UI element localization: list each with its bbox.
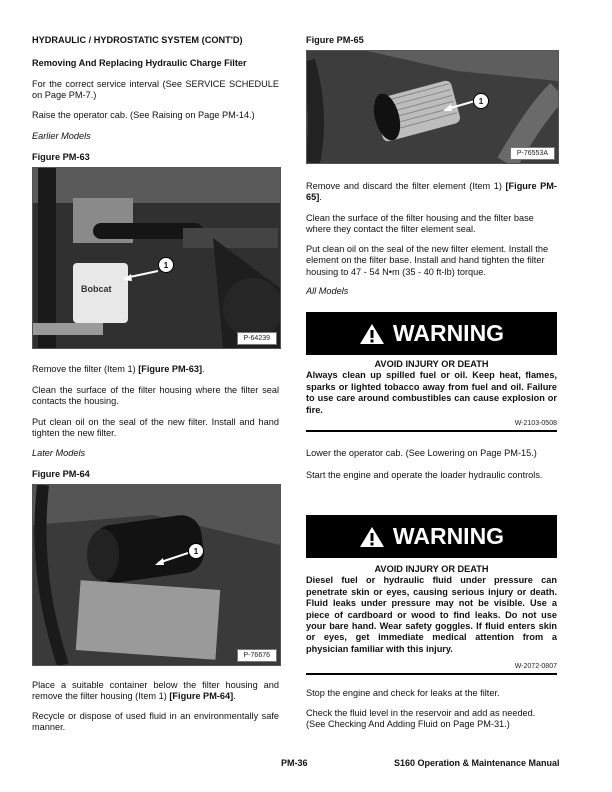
engine-photo-illustration (33, 168, 280, 348)
figure-pm-63-photo (32, 167, 281, 349)
service-interval-text: For the correct service interval (See SERVICE SCHEDULE on Page PM-7.) (32, 79, 279, 101)
remove-filter-text (32, 364, 292, 375)
warning-triangle-icon (359, 526, 385, 548)
container-text-body: Place a suitable container below the filter housing and remove the filter housing (Item 1) (32, 680, 279, 702)
figure-ref-pm-65: [Figure PM-65] (306, 181, 557, 203)
item-1-callout: 1 (158, 257, 174, 273)
warning-heading: AVOID INJURY OR DEATH (374, 564, 489, 574)
divider (306, 673, 557, 675)
figure-pm-64-title: Figure PM-64 (32, 469, 90, 479)
lower-cab-text: Lower the operator cab. (See Lowering on Page PM-15.) (306, 448, 537, 458)
manual-title: S160 Operation & Maintenance Manual (394, 758, 560, 768)
warning-message (306, 564, 557, 655)
period: . (233, 691, 236, 702)
remove-filter-text-body: Remove the filter (Item 1) (32, 364, 139, 374)
warning-label: WARNING (392, 319, 505, 346)
page-number: PM-36 (281, 758, 308, 768)
warning-triangle-icon (359, 323, 385, 345)
period: . (319, 192, 322, 203)
section-header: HYDRAULIC / HYDROSTATIC SYSTEM (CONT'D) (32, 35, 243, 45)
warning-message (306, 359, 557, 416)
clean-housing-text: Clean the surface of the filter housing where the filter seal contacts the housing. (32, 385, 279, 407)
figure-pm-65-photo (306, 50, 559, 164)
photo-code: P-76553A (510, 147, 555, 160)
all-models-label: All Models (306, 286, 349, 296)
figure-pm-65-title: Figure PM-65 (306, 35, 364, 45)
warning-heading: AVOID INJURY OR DEATH (374, 359, 489, 369)
warning-body: Always clean up spilled fuel or oil. Keep heat, flames, sparks or lighted tobacco away from fuel and oil. Failure to use care around combustibles can cause explosion or fire. (306, 370, 557, 415)
item-1-callout: 1 (473, 93, 489, 109)
figure-ref-pm-64: [Figure PM-64] (169, 691, 234, 702)
container-text (32, 680, 279, 703)
figure-pm-64-photo (32, 484, 281, 666)
photo-code: P-64239 (237, 332, 277, 345)
photo-code: P-76676 (237, 649, 277, 662)
item-1-callout: 1 (188, 543, 204, 559)
install-element-text: Put clean oil on the seal of the new filter element. Install the element on the filter base. Install and hand tighten the filter housing to 47 - 54 N•m (35 - 40 ft-lb) torque. (306, 244, 549, 277)
warning-label: WARNING (392, 522, 505, 549)
check-fluid-text: Check the fluid level in the reservoir and add as needed. (See Checking And Adding Fluid on Page PM-31.) (306, 708, 536, 730)
clean-base-text: Clean the surface of the filter housing and the filter base where they contact the filter element seal. (306, 213, 534, 235)
oil-seal-text: Put clean oil on the seal of the new filter. Install and hand tighten the new filter. (32, 417, 279, 439)
recycle-text: Recycle or dispose of used fluid in an environmentally safe manner. (32, 711, 279, 733)
raise-cab-text: Raise the operator cab. (See Raising on Page PM-14.) (32, 110, 255, 120)
subsection-title: Removing And Replacing Hydraulic Charge Filter (32, 58, 247, 68)
check-leaks-text: Stop the engine and check for leaks at the filter. (306, 688, 500, 698)
filter-housing-photo-illustration (33, 485, 280, 665)
discard-element-text-body: Remove and discard the filter element (Item 1) (306, 181, 506, 191)
svg-text:Bobcat: Bobcat (81, 284, 112, 294)
earlier-models-label: Earlier Models (32, 131, 91, 141)
start-engine-text: Start the engine and operate the loader hydraulic controls. (306, 470, 543, 480)
figure-ref-pm-63: [Figure PM-63] (138, 364, 203, 374)
warning-banner (306, 515, 557, 558)
discard-element-text (306, 181, 557, 204)
figure-pm-63-title: Figure PM-63 (32, 152, 90, 162)
warning-code: W-2072-0807 (514, 663, 557, 670)
period: . (202, 364, 205, 374)
later-models-label: Later Models (32, 448, 86, 458)
warning-banner (306, 312, 557, 355)
warning-code: W-2103-0508 (514, 420, 557, 427)
divider (306, 430, 557, 432)
warning-body: Diesel fuel or hydraulic fluid under pressure can penetrate skin or eyes, causing serious injury or death. Fluid leaks under pressure may not be visible. Use a piece of cardboard or wood to find leaks. Do not use your bare hand. Wear safety goggles. If fluid enters skin or eyes, get immediate medical attention from a physician familiar with this injury. (306, 575, 557, 654)
